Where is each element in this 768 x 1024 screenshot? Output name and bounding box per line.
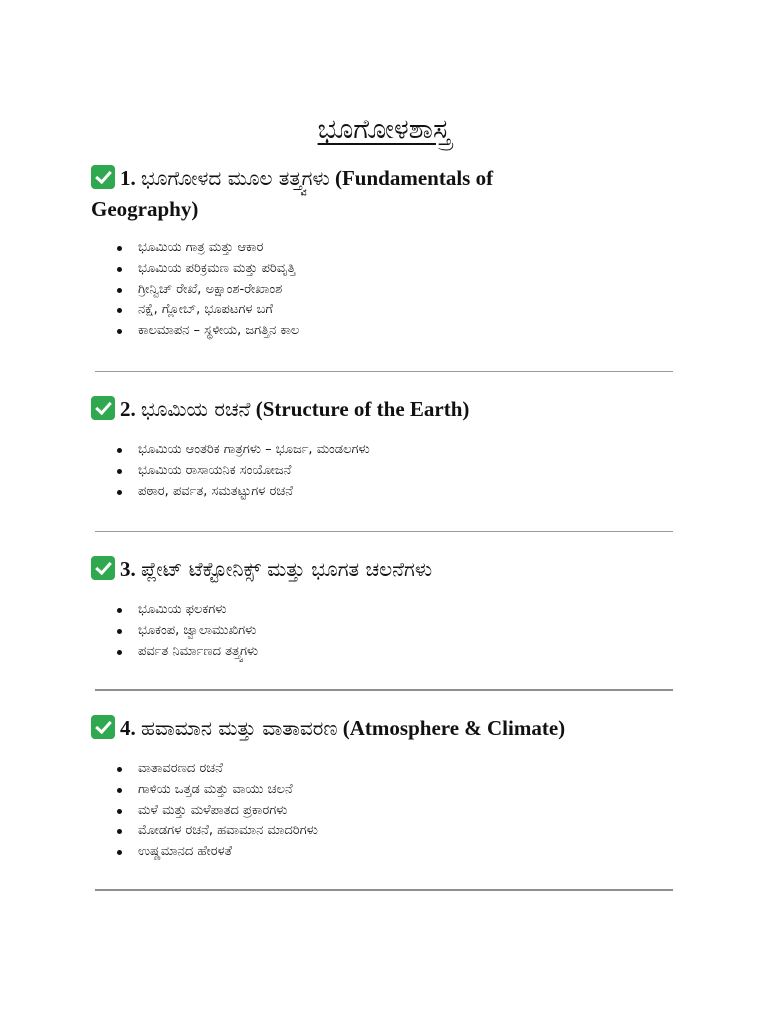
list-item: ಭೂಮಿಯ ಪರಿಕ್ರಮಣ ಮತ್ತು ಪರಿವೃತ್ತಿ: [117, 259, 299, 280]
list-item: ಗ್ರೀನ್ವಿಚ್ ರೇಖೆ, ಅಕ್ಷಾಂಶ-ರೇಖಾಂಶ: [117, 280, 299, 301]
section-fundamentals: [91, 163, 681, 339]
bullet-list: [117, 600, 258, 662]
list-item: ಭೂಮಿಯ ಫಲಕಗಳು: [117, 600, 258, 621]
section-plate-tectonics: [91, 554, 681, 659]
section-divider: [95, 689, 673, 691]
section-divider: [95, 531, 673, 532]
section-divider: [95, 371, 673, 372]
list-item: ಮೋಡಗಳ ರಚನೆ, ಹವಾಮಾನ ಮಾದರಿಗಳು: [117, 821, 318, 842]
page-title: ಭೂಗೋಳಶಾಸ್ತ್ರ: [317, 114, 451, 145]
list-item: ವಾತಾವರಣದ ರಚನೆ: [117, 759, 318, 780]
section-atmosphere-climate: [91, 713, 681, 860]
bullet-list: [117, 238, 299, 342]
section-title-kannada: ಭೂಮಿಯ ರಚನೆ: [141, 397, 251, 421]
section-earth-structure: [91, 394, 681, 499]
list-item: ಭೂಕಂಪ, ಜ್ವಾಲಾಮುಖಿಗಳು: [117, 621, 258, 642]
list-item: ನಕ್ಷೆ, ಗ್ಲೋಬ್, ಭೂಪಟಗಳ ಬಗೆ: [117, 300, 299, 321]
check-mark-button-icon: [91, 165, 115, 189]
list-item: ಕಾಲಮಾಪನ – ಸ್ಥಳೀಯ, ಜಗತ್ತಿನ ಕಾಲ: [117, 321, 299, 342]
check-mark-button-icon: [91, 556, 115, 580]
list-item: ಭೂಮಿಯ ರಾಸಾಯನಿಕ ಸಂಯೋಜನೆ: [117, 461, 370, 482]
section-heading: [91, 554, 681, 585]
section-title-english: (Fundamentals of: [334, 166, 494, 190]
section-heading: [91, 394, 681, 425]
section-title-english: (Atmosphere & Climate): [342, 716, 566, 740]
section-title-kannada: ಭೂಗೋಳದ ಮೂಲ ತತ್ತ್ವಗಳು: [141, 166, 330, 190]
section-number: 2.: [120, 397, 136, 421]
section-title-kannada: ಪ್ಲೇಟ್ ಟೆಕ್ಟೋನಿಕ್ಸ್ ಮತ್ತು ಭೂಗತ ಚಲನೆಗಳು: [141, 557, 433, 581]
check-mark-button-icon: [91, 715, 115, 739]
bullet-list: [117, 759, 318, 863]
list-item: ಭೂಮಿಯ ಗಾತ್ರ ಮತ್ತು ಆಕಾರ: [117, 238, 299, 259]
section-divider: [95, 889, 673, 891]
list-item: ಗಾಳಿಯ ಒತ್ತಡ ಮತ್ತು ವಾಯು ಚಲನೆ: [117, 780, 318, 801]
check-mark-button-icon: [91, 396, 115, 420]
list-item: ಪಠಾರ, ಪರ್ವತ, ಸಮತಟ್ಟುಗಳ ರಚನೆ: [117, 482, 370, 503]
section-title-english: (Structure of the Earth): [255, 397, 470, 421]
section-title-kannada: ಹವಾಮಾನ ಮತ್ತು ವಾತಾವರಣ: [141, 716, 338, 740]
list-item: ಭೂಮಿಯ ಆಂತರಿಕ ಗಾತ್ರಗಳು – ಭೂರ್ಜ, ಮಂಡಲಗಳು: [117, 440, 370, 461]
bullet-list: [117, 440, 370, 502]
section-heading: [91, 163, 681, 225]
section-number: 3.: [120, 557, 136, 581]
section-number: 1.: [120, 166, 136, 190]
section-title-english-cont: Geography): [91, 197, 199, 221]
list-item: ಪರ್ವತ ನಿರ್ಮಾಣದ ತತ್ತ್ವಗಳು: [117, 642, 258, 663]
list-item: ಮಳೆ ಮತ್ತು ಮಳೆಪಾತದ ಪ್ರಕಾರಗಳು: [117, 801, 318, 822]
section-number: 4.: [120, 716, 136, 740]
section-heading: [91, 713, 681, 744]
list-item: ಉಷ್ಣಮಾನದ ಹೇರಳತೆ: [117, 842, 318, 863]
